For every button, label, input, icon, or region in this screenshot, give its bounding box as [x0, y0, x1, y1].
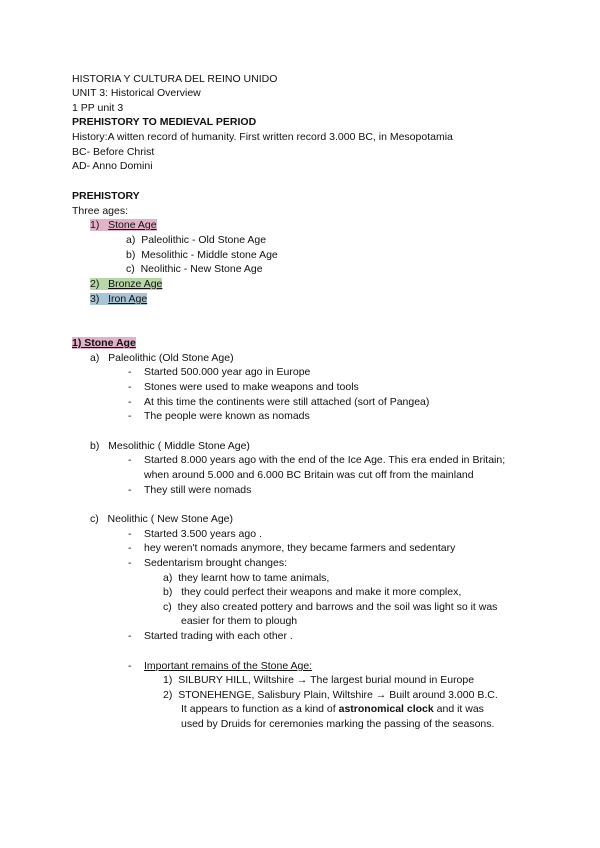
- astronomical-clock-term: astronomical clock: [338, 703, 434, 715]
- unit-line: UNIT 3: Historical Overview: [72, 87, 201, 99]
- meso-bullet: Started 8.000 years ago with the end of the Ice Age. This era ended in Britain;: [144, 454, 506, 466]
- remains-item: 2) STONEHENGE, Salisbury Plain, Wiltshire → Built around 3.000 B.C.: [163, 689, 498, 701]
- change-item-cont: easier for them to plough: [181, 615, 298, 627]
- meso-bullet-cont: when around 5.000 and 6.000 BC Britain was cut off from the mainland: [144, 469, 474, 481]
- age-label: Iron Age: [108, 293, 148, 305]
- age-label: Stone Age: [108, 219, 157, 231]
- bullet-dash: -: [128, 381, 132, 393]
- bullet-dash: -: [128, 484, 132, 496]
- paleolithic-title: a) Paleolithic (Old Stone Age): [90, 352, 234, 364]
- bullet-dash: -: [128, 410, 132, 422]
- change-item: c) they also created pottery and barrows and the soil was light so it was: [163, 601, 498, 613]
- prehistory-heading: PREHISTORY: [72, 190, 140, 202]
- ad-definition: AD- Anno Domini: [72, 160, 153, 172]
- age-number: 1): [90, 219, 100, 231]
- bullet-dash: -: [128, 660, 132, 672]
- age-item-stone: [90, 218, 157, 232]
- stone-age-heading: 1) Stone Age: [72, 337, 136, 349]
- bullet-dash: -: [128, 454, 132, 466]
- remains-item: 1) SILBURY HILL, Wiltshire → The largest burial mound in Europe: [163, 674, 475, 686]
- three-ages-intro: Three ages:: [72, 205, 129, 217]
- stonehenge-description-cont: used by Druids for ceremonies marking the passing of the seasons.: [181, 718, 495, 730]
- paleo-bullet: At this time the continents were still attached (sort of Pangea): [144, 396, 430, 408]
- stone-sub-item: a) Paleolithic - Old Stone Age: [126, 234, 267, 246]
- neo-bullet: hey weren't nomads anymore, they became farmers and sedentary: [144, 542, 456, 554]
- age-item-bronze: [90, 277, 162, 291]
- bullet-dash: -: [128, 528, 132, 540]
- neolithic-title: c) Neolithic ( New Stone Age): [90, 513, 233, 525]
- paleo-bullet: Started 500.000 year ago in Europe: [144, 366, 311, 378]
- bullet-dash: -: [128, 557, 132, 569]
- change-item: b) they could perfect their weapons and make it more complex,: [163, 586, 462, 598]
- mesolithic-title: b) Mesolithic ( Middle Stone Age): [90, 440, 250, 452]
- paleo-bullet: Stones were used to make weapons and tools: [144, 381, 359, 393]
- pp-line: 1 PP unit 3: [72, 102, 124, 114]
- remains-heading: Important remains of the Stone Age:: [144, 660, 313, 672]
- age-number: 3): [90, 293, 100, 305]
- stonehenge-description: It appears to function as a kind of astronomical clock and it was: [181, 703, 484, 715]
- neo-bullet: Sedentarism brought changes:: [144, 557, 288, 569]
- bullet-dash: -: [128, 542, 132, 554]
- change-item: a) they learnt how to tame animals,: [163, 572, 330, 584]
- bc-definition: BC- Before Christ: [72, 146, 155, 158]
- paleo-bullet: The people were known as nomads: [144, 410, 310, 422]
- age-item-iron: [90, 292, 147, 306]
- bullet-dash: -: [128, 396, 132, 408]
- stone-sub-item: c) Neolithic - New Stone Age: [126, 263, 263, 275]
- doc-title: HISTORIA Y CULTURA DEL REINO UNIDO: [72, 73, 278, 85]
- bullet-dash: -: [128, 630, 132, 642]
- section-heading: PREHISTORY TO MEDIEVAL PERIOD: [72, 116, 257, 128]
- bullet-dash: -: [128, 366, 132, 378]
- age-number: 2): [90, 278, 100, 290]
- neo-bullet: Started 3.500 years ago .: [144, 528, 262, 540]
- age-label: Bronze Age: [108, 278, 163, 290]
- history-definition: History:A witten record of humanity. First written record 3.000 BC, in Mesopotamia: [72, 131, 453, 143]
- meso-bullet: They still were nomads: [144, 484, 252, 496]
- neo-bullet: Started trading with each other .: [144, 630, 293, 642]
- stone-sub-item: b) Mesolithic - Middle stone Age: [126, 249, 278, 261]
